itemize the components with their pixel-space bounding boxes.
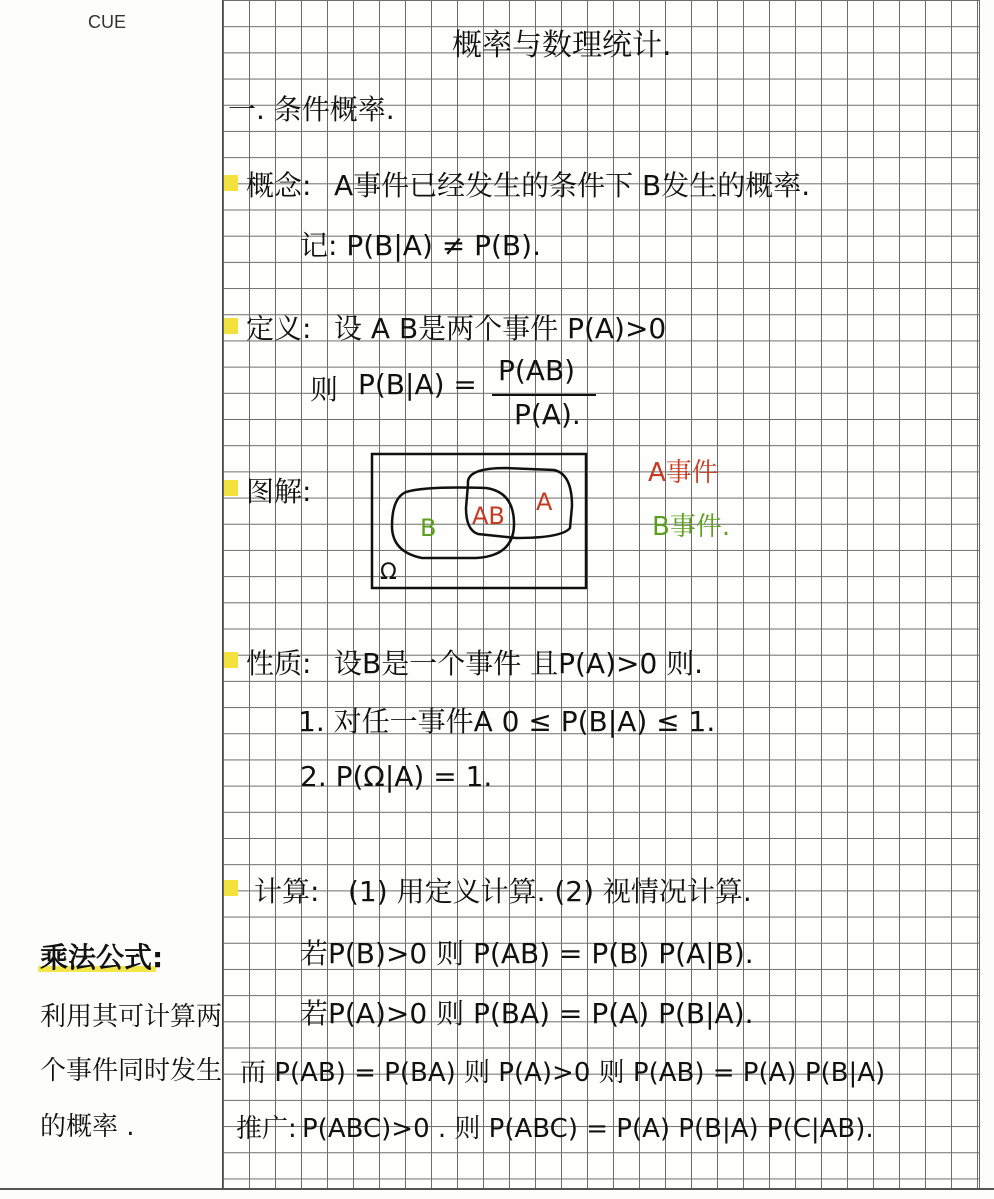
- sidebar-line-3: 的概率 .: [40, 1112, 135, 1142]
- fraction-bar: [492, 394, 596, 396]
- highlight-marker: [224, 480, 238, 496]
- highlight-marker: [224, 652, 238, 668]
- calculation-methods: (1) 用定义计算. (2) 视情况计算.: [348, 875, 752, 908]
- highlight-marker: [224, 318, 238, 334]
- property-item-1: 1. 对任一事件A 0 ≤ P(B|A) ≤ 1.: [298, 705, 716, 738]
- diagram-label: 图解:: [246, 475, 312, 508]
- generalization-label: 推广:: [236, 1114, 297, 1144]
- highlight-marker: [224, 175, 238, 191]
- generalization-formula: P(ABC)>0 . 则 P(ABC) = P(A) P(B|A) P(C|AB).: [302, 1114, 874, 1144]
- bottom-rule: [0, 1188, 994, 1190]
- highlight-marker: [224, 880, 238, 896]
- section-heading: 一. 条件概率.: [228, 93, 395, 126]
- property-text: 设B是一个事件 且P(A)>0 则.: [334, 647, 704, 680]
- legend-event-b: B事件.: [652, 512, 731, 542]
- cue-label: CUE: [88, 12, 127, 32]
- venn-b-label: B: [420, 514, 437, 542]
- concept-label: 概念:: [246, 169, 312, 202]
- definition-label: 定义:: [246, 312, 312, 345]
- calculation-label: 计算:: [254, 875, 320, 908]
- definition-text: 设 A B是两个事件 P(A)>0: [334, 312, 667, 345]
- calculation-line-1: 若P(B)>0 则 P(AB) = P(B) P(A|B).: [300, 937, 754, 970]
- concept-notation: 记: P(B|A) ≠ P(B).: [300, 229, 541, 262]
- sidebar-heading: 乘法公式:: [40, 941, 164, 974]
- fraction-denominator: P(A).: [514, 398, 581, 431]
- venn-a-label: A: [536, 488, 553, 516]
- calculation-line-2: 若P(A)>0 则 P(BA) = P(A) P(B|A).: [300, 997, 754, 1030]
- definition-lhs: P(B|A) =: [358, 368, 477, 401]
- fraction-numerator: P(AB): [498, 354, 576, 387]
- sidebar-line-1: 利用其可计算两: [40, 1002, 223, 1032]
- sidebar-line-2: 个事件同时发生: [40, 1056, 223, 1086]
- page-title: 概率与数理统计.: [452, 28, 672, 63]
- property-label: 性质:: [246, 647, 312, 680]
- concept-text: A事件已经发生的条件下 B发生的概率.: [334, 169, 811, 202]
- property-item-2: 2. P(Ω|A) = 1.: [300, 760, 493, 793]
- calculation-line-3: 而 P(AB) = P(BA) 则 P(A)>0 则 P(AB) = P(A) P(B|A): [240, 1058, 886, 1088]
- definition-then: 则: [310, 373, 339, 406]
- venn-ab-label: AB: [472, 502, 505, 530]
- legend-event-a: A事件: [648, 458, 718, 488]
- omega-label: Ω: [380, 560, 397, 585]
